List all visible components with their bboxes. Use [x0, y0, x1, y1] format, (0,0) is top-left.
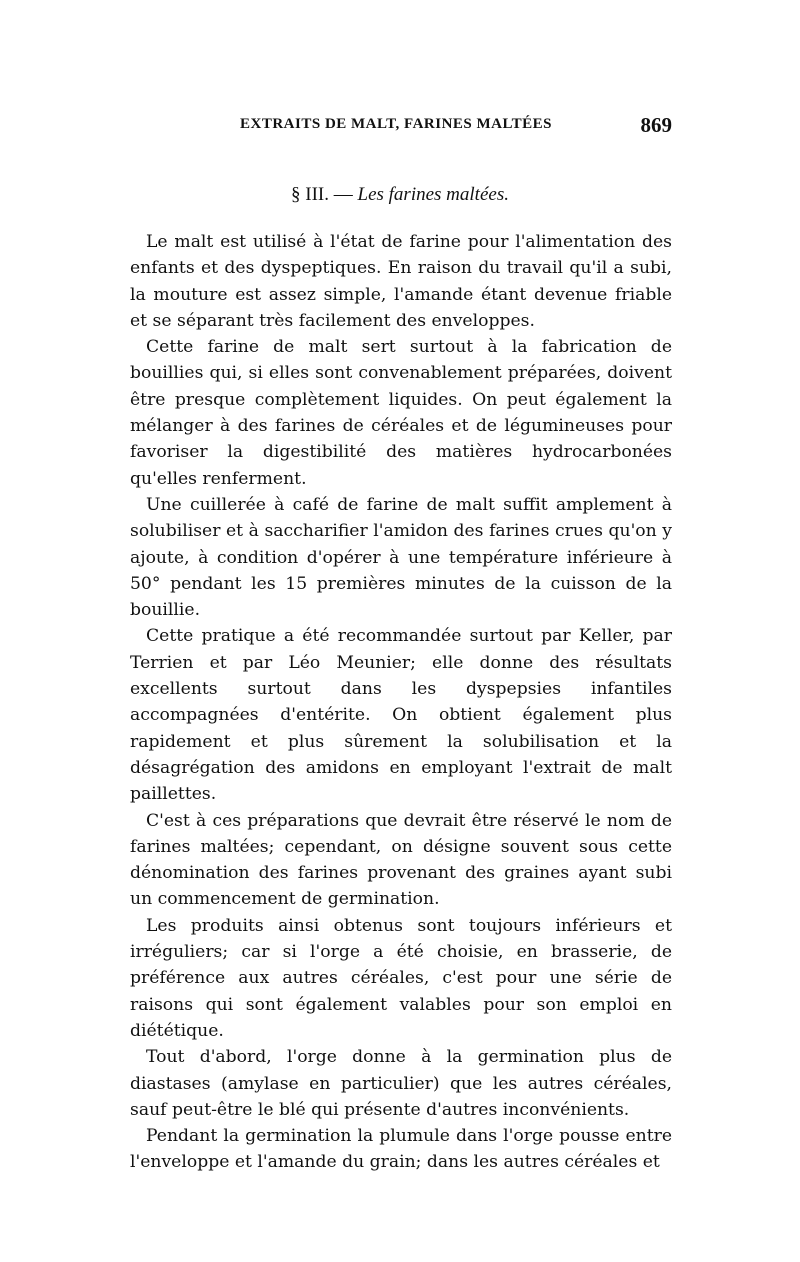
page-number: 869 [640, 113, 672, 137]
paragraph: Une cuillerée à café de farine de malt suffit amplement à solubiliser et à saccharifier l'amidon des farines crues qu'on y ajoute, à condition d'opérer à une température inférieure à 50° pendant les 15 premières minutes de la cuisson de la bouillie. [130, 494, 672, 621]
paragraph: Tout d'abord, l'orge donne à la germination plus de diastases (amylase en particulier) que les autres céréales, sauf peut-être le blé qui présente d'autres inconvénients. [130, 1047, 672, 1120]
section-heading [0, 184, 800, 206]
paragraph: Cette pratique a été recommandée surtout par Keller, par Terrien et par Léo Meunier; elle donne des résultats excellents surtout dans les dyspepsies infantiles accompagnées d'entérite. On obtient également plus rapidement et plus sûrement la solubilisation et la désagrégation des amidons en employant l'extrait de malt paillettes. [130, 626, 672, 805]
section-number: § III. — [291, 184, 353, 205]
paragraph: Cette farine de malt sert surtout à la fabrication de bouillies qui, si elles sont convenablement préparées, doivent être presque complètement liquides. On peut également la mélanger à des farines de céréales et de légumineuses pour favoriser la digestibilité des matières hydrocarbonées qu'elles renferment. [130, 337, 672, 489]
paragraph: C'est à ces préparations que devrait être réservé le nom de farines maltées; cependant, on désigne souvent sous cette dénomination des farines provenant des graines ayant subi un commencement de germination. [130, 810, 672, 910]
body-text [130, 229, 672, 1176]
page-header [130, 113, 672, 142]
running-title: EXTRAITS DE MALT, FARINES MALTÉES [240, 116, 552, 132]
paragraph: Le malt est utilisé à l'état de farine pour l'alimentation des enfants et des dyspeptiques. En raison du travail qu'il a subi, la mouture est assez simple, l'amande étant devenue friable et se séparant très facilement des enveloppes. [130, 232, 672, 331]
paragraph: Les produits ainsi obtenus sont toujours inférieurs et irréguliers; car si l'orge a été choisie, en brasserie, de préférence aux autres céréales, c'est pour une série de raisons qui sont également valables pour son emploi en diététique. [130, 915, 672, 1041]
section-title: Les farines maltées. [357, 184, 509, 205]
paragraph: Pendant la germination la plumule dans l'orge pousse entre l'enveloppe et l'amande du grain; dans les autres céréales et [130, 1126, 672, 1173]
